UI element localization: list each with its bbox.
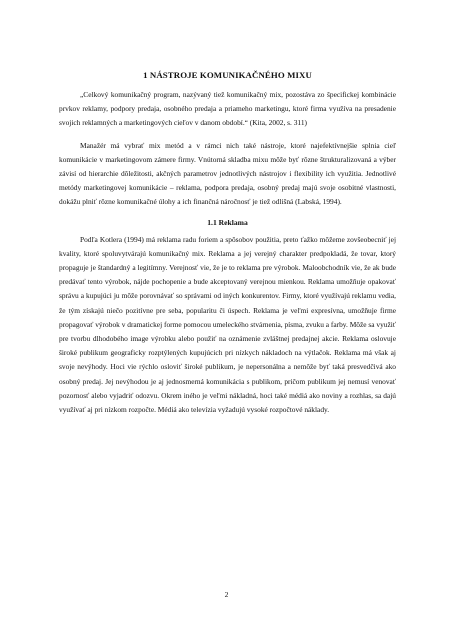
page-number: 2 [224, 590, 229, 599]
chapter-title: 1 NÁSTROJE KOMUNIKAČNÉHO MIXU [143, 70, 312, 80]
page-content [59, 70, 396, 417]
section-paragraph: Podľa Kotlera (1994) má reklama radu foriem a spôsobov použitia, preto ťažko môžeme zovšeobecniť jej kvality, ktoré spoluvytvárajú komunikačný mix. Reklama a jej verejný charakter predpokladá, že tovar, ktorý propaguje je štandardný a legitímny. Verejnosť vie, že je to reklama pre výrobok. Maloobchodník vie, že ak bude predávať tento výrobok, nájde pochopenie a bude akceptovaný verejnou mienkou. Reklama umožňuje opakovať správu a kupujúci ju môže porovnávať so správami od iných konkurentov. Firmy, ktoré využívajú reklamu vedia, že tým získajú niečo pozitívne pre seba, popularitu či úspech. Reklama je veľmi expresívna, umožňuje firme propagovať výrobok v dramatickej forme pomocou umeleckého stvárnenia, písma, zvuku a farby. Môže sa využiť pre tvorbu dlhodobého image výrobku alebo použiť na oznámenie zvláštnej predajnej akcie. Reklama oslovuje široké publikum geograficky rozptýlených kupujúcich pri nízkych nákladoch na výtlačok. Reklama má však aj svoje nevýhody. Hoci vie rýchlo osloviť široké publikum, je nepersonálna a nemôže byť taká presvedčivá ako osobný predaj. Jej nevýhodou je aj jednosmerná komunikácia s publikom, pričom publikum jej nemusí venovať pozornosť alebo vyjadriť odozvu. Okrem iného je veľmi nákladná, hoci také médiá ako noviny a rozhlas, sa dajú využívať aj pri nízkom rozpočte. Médiá ako televízia vyžadujú vysoké rozpočtové náklady. [59, 234, 396, 415]
intro-paragraph: Manažér má vybrať mix metód a v rámci nich také nástroje, ktoré najefektívnejšie splnia cieľ komunikácie v marketingovom zámere firmy. Vnútorná skladba mixu môže byť rôzne štrukturalizovaná a výber závisí od hierarchie dôležitosti, akčných parametrov jednotlivých nástrojov i flexibility ich využitia. Jednotlivé metódy marketingovej komunikácie – reklama, podpora predaja, osobný predaj majú svoje osobitné vlastnosti, dokážu plniť rôzne komunikačné úlohy a ich finančná náročnosť je tiež odlišná (Labská, 1994). [59, 140, 396, 207]
intro-quote-paragraph: „Celkový komunikačný program, nazývaný tiež komunikačný mix, pozostáva zo špecifickej kombinácie prvkov reklamy, podpory predaja, osobného predaja a priameho marketingu, ktoré firma využíva na presadenie svojich reklamných a marketingových cieľov v danom období.“ (Kita, 2002, s. 311) [59, 90, 396, 128]
section-title: 1.1 Reklama [207, 217, 248, 227]
